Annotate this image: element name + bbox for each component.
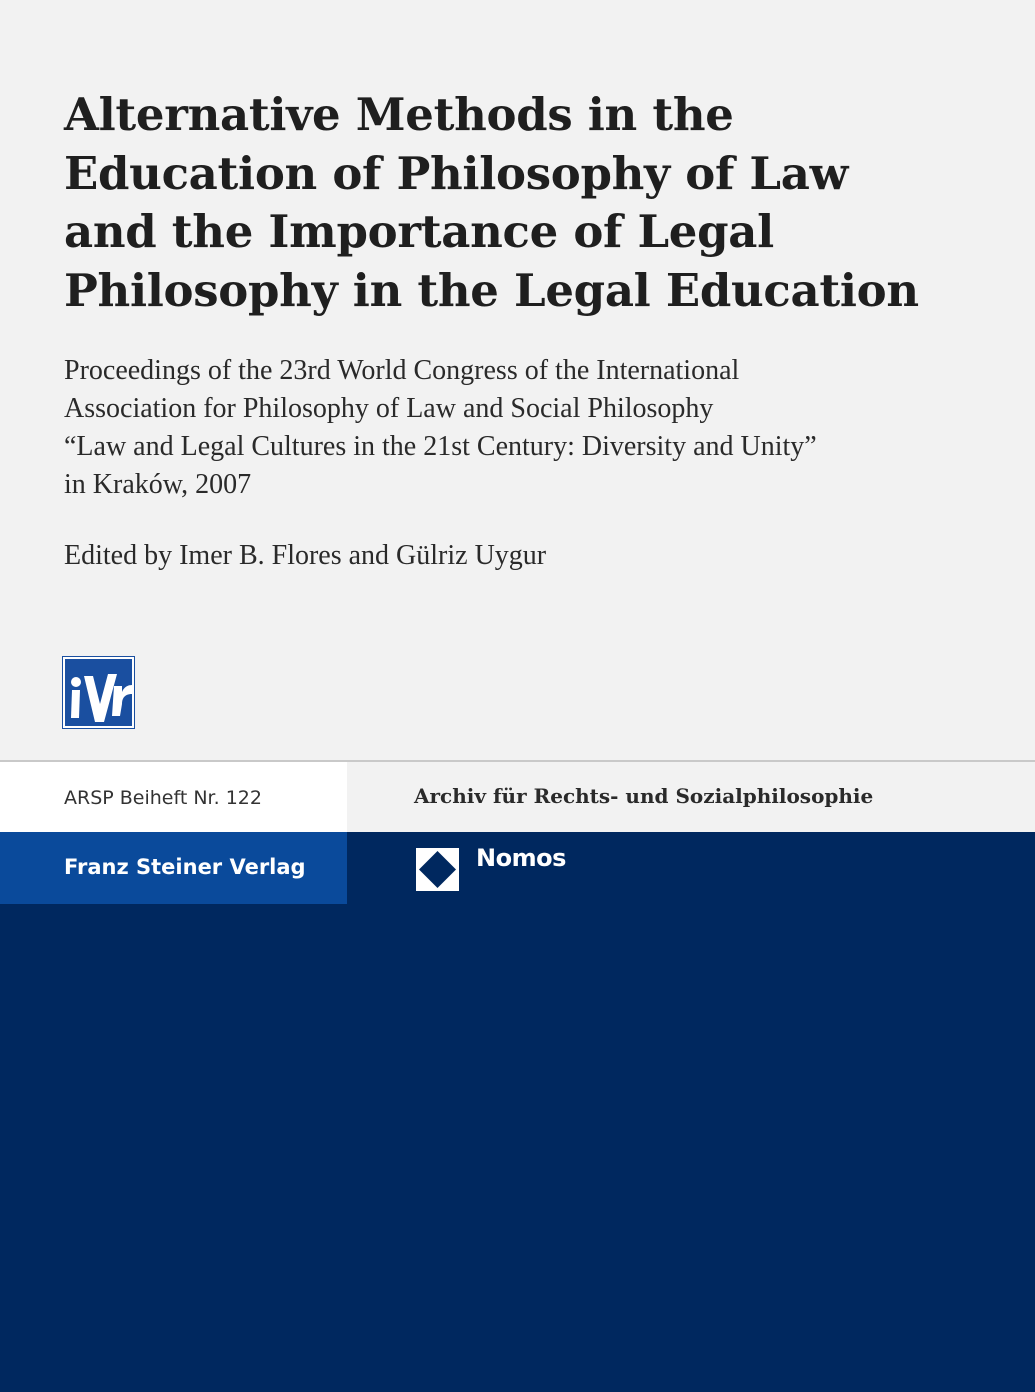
book-title	[64, 86, 964, 320]
nomos-logo-icon	[416, 848, 459, 891]
title-line: and the Importance of Legal	[64, 205, 774, 258]
series-label: ARSP Beiheft Nr. 122	[64, 787, 262, 809]
proceedings-line: in Kraków, 2007	[64, 469, 252, 500]
title-line: Alternative Methods in the	[64, 88, 734, 141]
publisher-nomos-label: Nomos	[476, 844, 566, 872]
cover-lower-panel	[0, 832, 1035, 1392]
proceedings-line: Proceedings of the 23rd World Congress of the International	[64, 355, 740, 386]
publisher-steiner-label: Franz Steiner Verlag	[64, 855, 306, 879]
title-line: Education of Philosophy of Law	[64, 146, 849, 200]
editors-line: Edited by Imer B. Flores and Gülriz Uygur	[64, 540, 547, 571]
ivr-logo-icon	[62, 656, 135, 729]
title-line: Philosophy in the Legal Education	[64, 263, 919, 317]
journal-label: Archiv für Rechts- und Sozialphilosophie	[414, 784, 874, 808]
proceedings-subtitle	[64, 352, 984, 504]
proceedings-line: “Law and Legal Cultures in the 21st Century: Diversity and Unity”	[64, 431, 817, 462]
proceedings-line: Association for Philosophy of Law and Social Philosophy	[64, 393, 714, 424]
